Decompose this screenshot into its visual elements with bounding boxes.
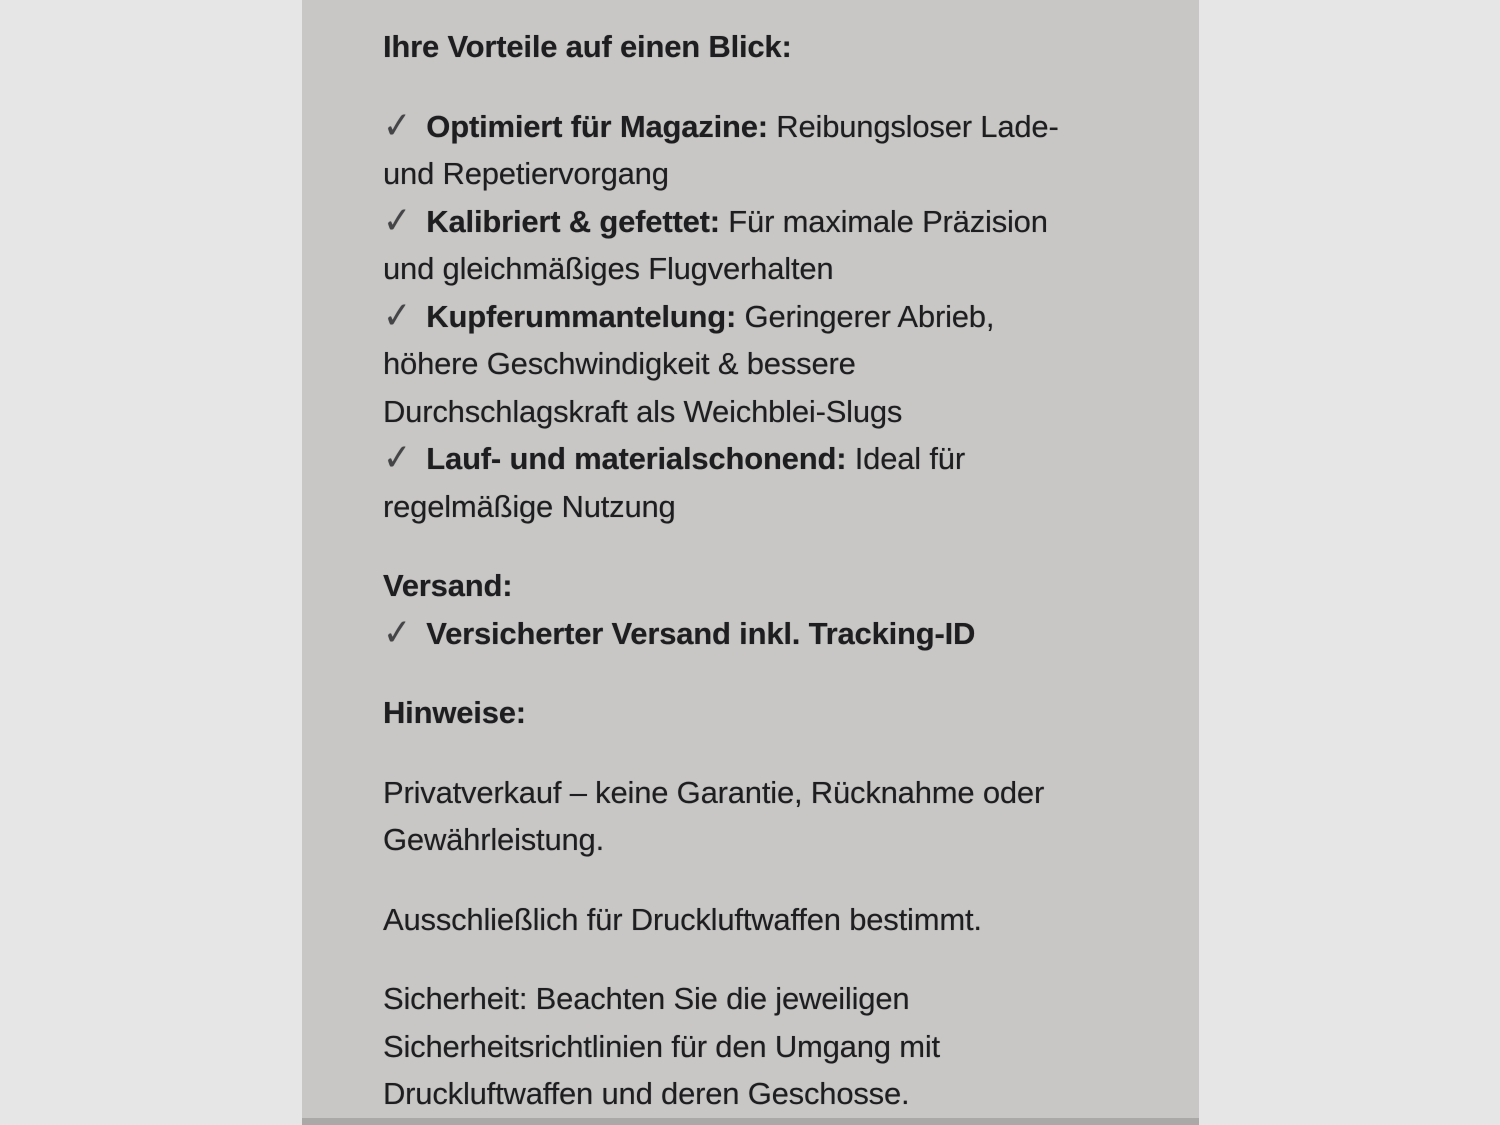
shipping-section (383, 562, 1151, 657)
notes-heading (383, 689, 1151, 737)
text-line (383, 610, 1151, 658)
text-line (383, 975, 1151, 1023)
usage-paragraph (383, 896, 1151, 944)
benefits-heading (383, 23, 1151, 71)
bold-label: Versicherter Versand inkl. Tracking-ID (426, 615, 976, 651)
text-line (383, 23, 1151, 71)
text-line (383, 340, 1151, 388)
text-segment: Sicherheitsrichtlinien für den Umgang mit (383, 1028, 940, 1064)
text-line (383, 816, 1151, 864)
check-icon: ✓ (382, 610, 412, 655)
benefits-list (383, 103, 1151, 531)
text-line (383, 103, 1151, 151)
description-text (383, 23, 1151, 1118)
text-line (383, 245, 1151, 293)
text-line (383, 293, 1151, 341)
check-icon: ✓ (382, 103, 412, 148)
check-icon: ✓ (382, 293, 412, 338)
text-line (383, 435, 1151, 483)
text-segment: Gewährleistung. (383, 822, 605, 857)
text-segment: und gleichmäßiges Flugverhalten (383, 251, 834, 286)
text-segment: Reibungsloser Lade- (767, 108, 1059, 144)
bottom-edge-shadow (302, 1118, 1199, 1125)
text-segment: und Repetiervorgang (383, 156, 669, 191)
bold-label: Lauf- und materialschonend: (426, 441, 847, 476)
check-icon: ✓ (382, 198, 412, 243)
bold-label: Optimiert für Magazine: (426, 108, 768, 144)
text-segment: Ausschließlich für Druckluftwaffen bestimmt. (383, 901, 982, 937)
text-segment: Privatverkauf – keine Garantie, Rücknahme oder (383, 774, 1045, 810)
listing-description-panel (302, 0, 1199, 1125)
private-sale-paragraph (383, 769, 1151, 864)
text-line (383, 1070, 1151, 1118)
text-segment: Sicherheit: Beachten Sie die jeweiligen (383, 981, 910, 1016)
check-icon: ✓ (382, 435, 412, 481)
text-segment: Für maximale Präzision (719, 203, 1048, 239)
bold-label: Kupferummantelung: (426, 298, 737, 334)
bold-label: Versand: (383, 568, 513, 603)
text-segment: Durchschlagskraft als Weichblei-Slugs (383, 393, 903, 429)
text-line (383, 1023, 1151, 1071)
text-line (383, 150, 1151, 198)
text-segment: höhere Geschwindigkeit & bessere (383, 346, 856, 381)
text-segment: regelmäßige Nutzung (383, 488, 676, 524)
bold-label: Kalibriert & gefettet: (426, 203, 720, 239)
text-line (383, 388, 1151, 436)
text-line (383, 562, 1151, 610)
text-segment: Druckluftwaffen und deren Geschosse. (383, 1076, 910, 1111)
text-line (383, 769, 1151, 817)
text-segment: Ideal für (846, 441, 965, 476)
text-line (383, 198, 1151, 246)
safety-paragraph (383, 975, 1151, 1118)
text-line (383, 689, 1151, 737)
bold-label: Ihre Vorteile auf einen Blick: (383, 29, 792, 64)
bold-label: Hinweise: (383, 695, 526, 730)
text-segment: Geringerer Abrieb, (736, 298, 995, 334)
text-line (383, 483, 1151, 531)
text-line (383, 896, 1151, 944)
